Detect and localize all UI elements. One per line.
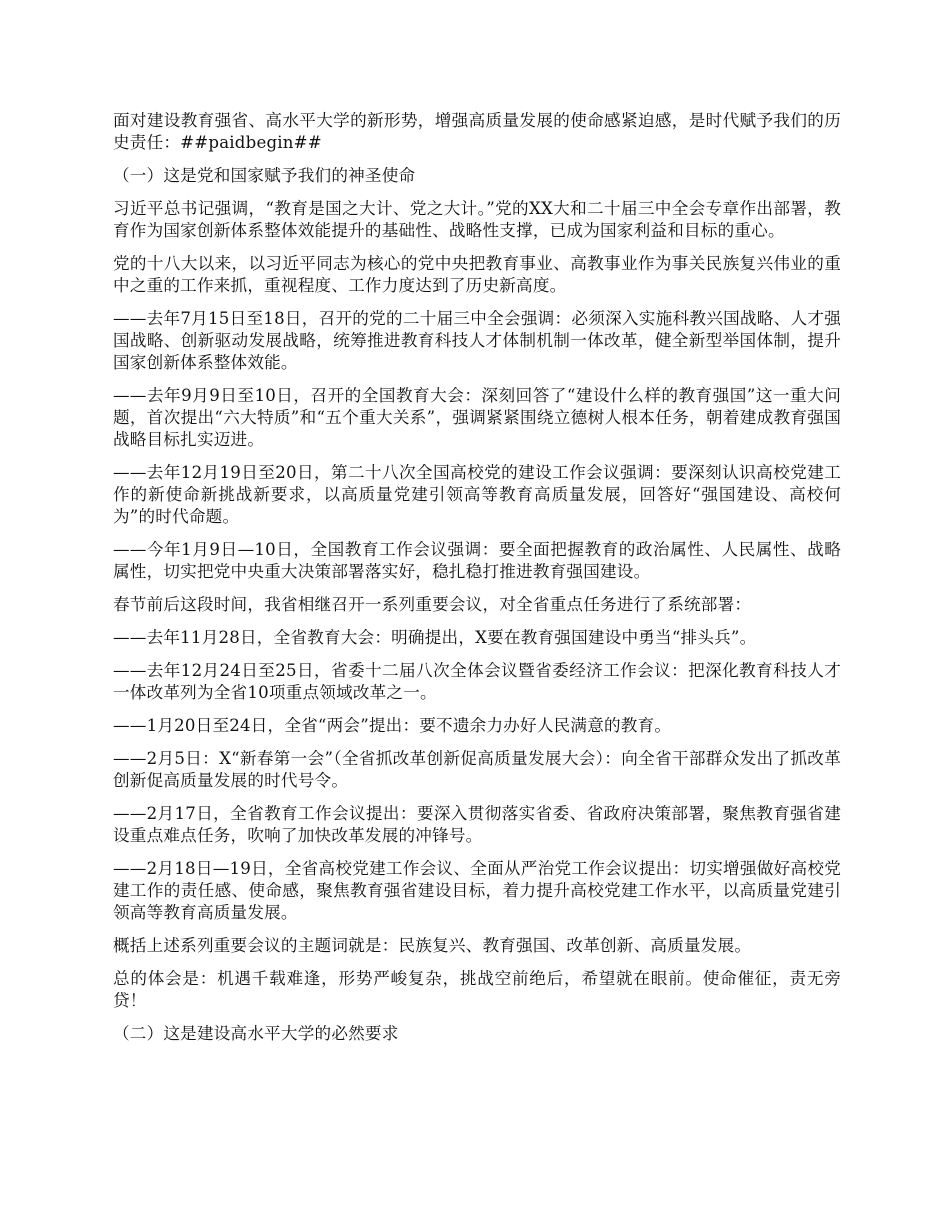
section-heading-2: （二）这是建设高水平大学的必然要求 [113, 1024, 399, 1043]
paragraph-university-party-building: ——2月18日—19日，全省高校党建工作会议、全面从严治党工作会议提出：切实增强做好高校党建工作的责任感、使命感，聚焦教育强省建设目标，着力提升高校党建工作水平，以高质量党建引领高等教育高质量发展。 [113, 859, 841, 922]
section-heading-1: （一）这是党和国家赋予我们的神圣使命 [113, 166, 416, 185]
document-page [113, 110, 841, 1056]
paragraph-party-building-conference: ——去年12月19日至20日，第二十八次全国高校党的建设工作会议强调：要深刻认识高校党建工作的新使命新挑战新要求，以高质量党建引领高等教育高质量发展，回答好“强国建设、高校何为”的时代命题。 [113, 463, 841, 526]
paragraph-provincial-meetings: 春节前后这段时间，我省相继召开一系列重要会议，对全省重点任务进行了系统部署： [113, 595, 752, 614]
paragraph-provincial-plenum: ——去年12月24日至25日，省委十二届八次全体会议暨省委经济工作会议：把深化教育科技人才一体改革列为全省10项重点领域改革之一。 [113, 661, 841, 702]
paragraph-summary-keywords: 概括上述系列重要会议的主题词就是：民族复兴、教育强国、改革创新、高质量发展。 [113, 936, 752, 955]
paragraph-national-education-work: ——今年1月9日—10日，全国教育工作会议强调：要全面把握教育的政治属性、人民属性、战略属性，切实把党中央重大决策部署落实好，稳扎稳打推进教育强国建设。 [113, 540, 841, 581]
paragraph-overall-feeling: 总的体会是：机遇千载难逢，形势严峻复杂，挑战空前绝后，希望就在眼前。使命催征，责无旁贷！ [113, 969, 841, 1010]
paragraph-new-spring-meeting: ——2月5日：X“新春第一会”（全省抓改革创新促高质量发展大会）：向全省干部群众发出了抓改革创新促高质量发展的时代号令。 [113, 749, 841, 790]
paragraph-provincial-education-work: ——2月17日，全省教育工作会议提出：要深入贯彻落实省委、省政府决策部署，聚焦教育强省建设重点难点任务，吹响了加快改革发展的冲锋号。 [113, 804, 841, 845]
paragraph-third-plenum: ——去年7月15日至18日，召开的党的二十届三中全会强调：必须深入实施科教兴国战略、人才强国战略、创新驱动发展战略，统筹推进教育科技人才体制机制一体改革，健全新型举国体制，提升国家创新体系整体效能。 [113, 309, 841, 372]
paragraph-education-conference: ——去年9月9日至10日，召开的全国教育大会：深刻回答了“建设什么样的教育强国”这一重大问题，首次提出“六大特质”和“五个重大关系”，强调紧紧围绕立德树人根本任务，朝着建成教育强国战略目标扎实迈进。 [113, 386, 841, 449]
paragraph-two-sessions: ——1月20日至24日，全省“两会”提出：要不遗余力办好人民满意的教育。 [113, 716, 672, 735]
paragraph-xi-quote: 习近平总书记强调，“教育是国之大计、党之大计。”党的XX大和二十届三中全会专章作出部署，教育作为国家创新体系整体效能提升的基础性、战略性支撑，已成为国家利益和目标的重心。 [113, 199, 841, 240]
paragraph-18th-congress: 党的十八大以来，以习近平同志为核心的党中央把教育事业、高教事业作为事关民族复兴伟业的重中之重的工作来抓，重视程度、工作力度达到了历史新高度。 [113, 254, 841, 295]
paragraph-provincial-education-conference: ——去年11月28日，全省教育大会：明确提出，X要在教育强国建设中勇当“排头兵”。 [113, 628, 757, 647]
paragraph-intro: 面对建设教育强省、高水平大学的新形势，增强高质量发展的使命感紧迫感，是时代赋予我们的历史责任：##paidbegin## [113, 111, 841, 152]
